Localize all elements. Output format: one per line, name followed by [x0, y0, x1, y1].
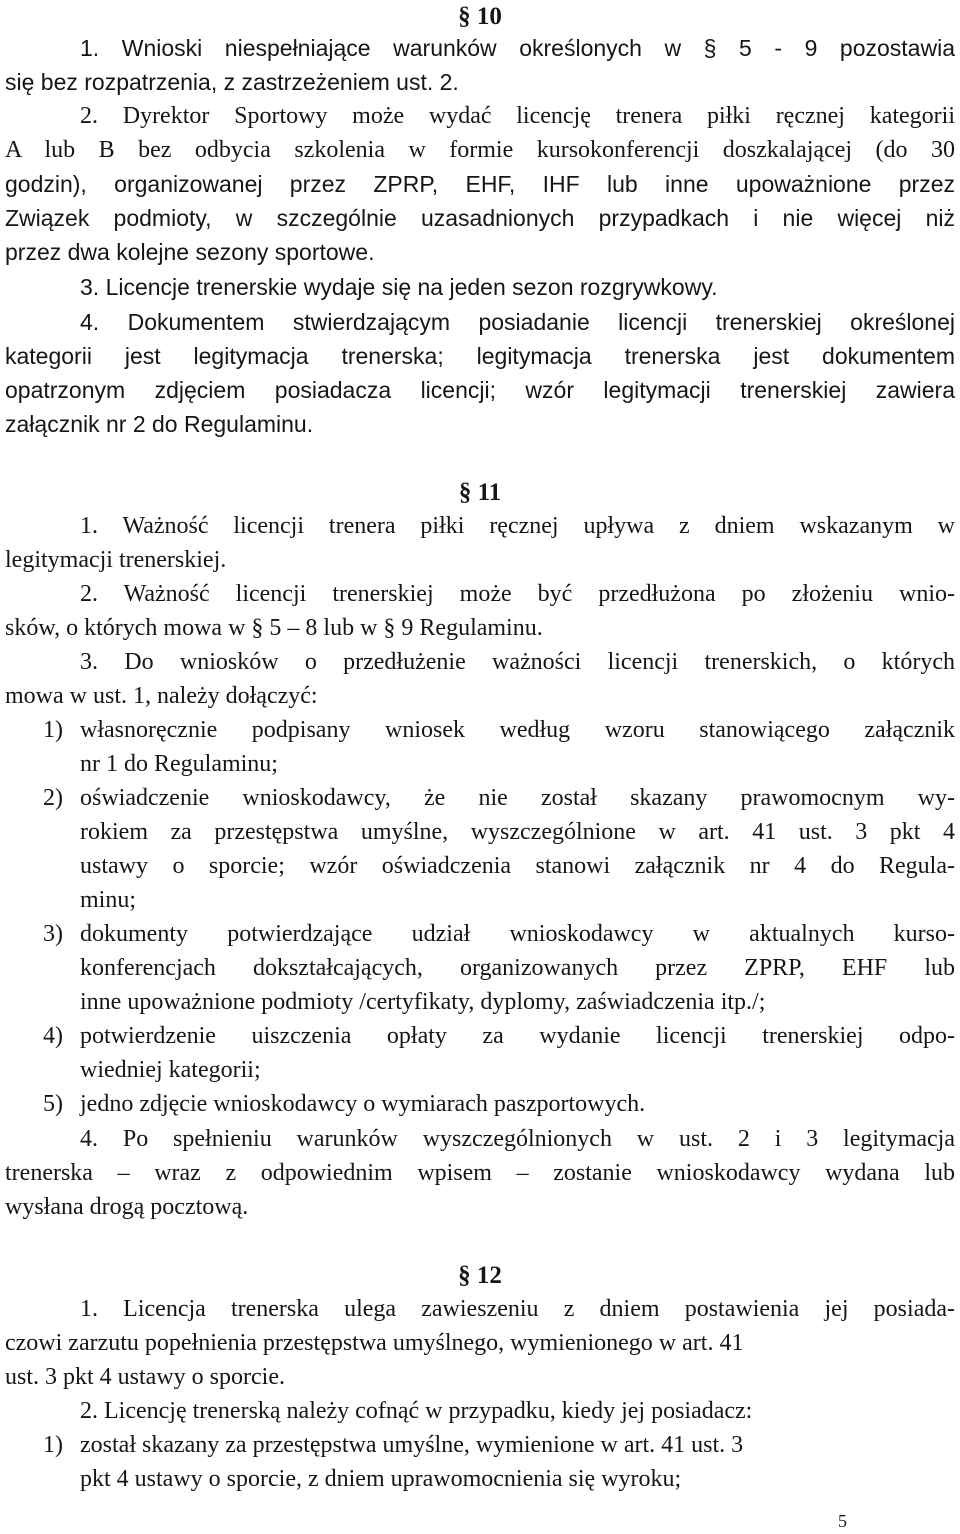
- paragraph-line: Związek podmioty, w szczególnie uzasadnionych przypadkach i nie więcej niż: [5, 205, 955, 231]
- paragraph-line: godzin), organizowanej przez ZPRP, EHF, IHF lub inne upoważnione przez: [5, 171, 955, 197]
- paragraph-line: 1. Licencja trenerska ulega zawieszeniu z dniem postawienia jej posiada-: [80, 1296, 955, 1322]
- paragraph-line: sków, o których mowa w § 5 – 8 lub w § 9 Regulaminu.: [5, 615, 543, 641]
- list-item-line: rokiem za przestępstwa umyślne, wyszczególnione w art. 41 ust. 3 pkt 4: [80, 819, 955, 845]
- list-item-line: potwierdzenie uiszczenia opłaty za wydanie licencji trenerskiej odpo-: [80, 1023, 955, 1049]
- list-item-number: 5): [43, 1091, 63, 1117]
- paragraph-line: A lub B bez odbycia szkolenia w formie kursokonferencji doszkalającej (do 30: [5, 137, 955, 163]
- list-item-line: jedno zdjęcie wnioskodawcy o wymiarach paszportowych.: [80, 1091, 646, 1117]
- paragraph-line: opatrzonym zdjęciem posiadacza licencji; wzór legitymacji trenerskiej zawiera: [5, 377, 955, 403]
- paragraph-line: załącznik nr 2 do Regulaminu.: [5, 411, 314, 437]
- paragraph-line: 3. Do wniosków o przedłużenie ważności licencji trenerskich, o których: [80, 649, 955, 675]
- list-item-number: 1): [43, 717, 63, 743]
- paragraph-line: wysłana drogą pocztową.: [5, 1194, 249, 1220]
- paragraph-line: 2. Ważność licencji trenerskiej może być przedłużona po złożeniu wnio-: [80, 581, 955, 607]
- section-heading-10: § 10: [458, 3, 502, 30]
- paragraph-line: ust. 3 pkt 4 ustawy o sporcie.: [5, 1364, 285, 1390]
- paragraph-line: legitymacji trenerskiej.: [5, 547, 227, 573]
- paragraph-line: przez dwa kolejne sezony sportowe.: [5, 239, 375, 265]
- page-number: 5: [838, 1511, 847, 1531]
- paragraph-line: 1. Wnioski niespełniające warunków określonych w § 5 - 9 pozostawia: [80, 35, 955, 61]
- paragraph-line: czowi zarzutu popełnienia przestępstwa umyślnego, wymienionego w art. 41: [5, 1330, 744, 1356]
- list-item-line: wiedniej kategorii;: [80, 1057, 261, 1083]
- list-item-number: 1): [43, 1432, 63, 1458]
- section-heading-12: § 12: [458, 1262, 502, 1289]
- section-heading-11: § 11: [458, 479, 502, 506]
- list-item-line: własnoręcznie podpisany wniosek według wzoru stanowiącego załącznik: [80, 717, 955, 743]
- paragraph-line: kategorii jest legitymacja trenerska; legitymacja trenerska jest dokumentem: [5, 343, 955, 369]
- list-item-number: 2): [43, 785, 63, 811]
- list-item-line: nr 1 do Regulaminu;: [80, 751, 278, 777]
- paragraph-line: 2. Licencję trenerską należy cofnąć w przypadku, kiedy jej posiadacz:: [80, 1398, 753, 1424]
- paragraph-line: trenerska – wraz z odpowiednim wpisem – zostanie wnioskodawcy wydana lub: [5, 1160, 955, 1186]
- list-item-line: pkt 4 ustawy o sporcie, z dniem uprawomocnienia się wyroku;: [80, 1466, 682, 1492]
- paragraph-line: 3. Licencje trenerskie wydaje się na jeden sezon rozgrywkowy.: [80, 274, 718, 300]
- list-item-line: inne upoważnione podmioty /certyfikaty, dyplomy, zaświadczenia itp./;: [80, 989, 766, 1015]
- paragraph-line: mowa w ust. 1, należy dołączyć:: [5, 683, 318, 709]
- list-item-line: ustawy o sporcie; wzór oświadczenia stanowi załącznik nr 4 do Regula-: [80, 853, 955, 879]
- list-item-line: został skazany za przestępstwa umyślne, wymienione w art. 41 ust. 3: [80, 1432, 744, 1458]
- list-item-line: oświadczenie wnioskodawcy, że nie został skazany prawomocnym wy-: [80, 785, 955, 811]
- paragraph-line: się bez rozpatrzenia, z zastrzeżeniem ust. 2.: [5, 69, 459, 95]
- list-item-number: 4): [43, 1023, 63, 1049]
- list-item-line: dokumenty potwierdzające udział wnioskodawcy w aktualnych kurso-: [80, 921, 955, 947]
- paragraph-line: 2. Dyrektor Sportowy może wydać licencję trenera piłki ręcznej kategorii: [80, 103, 955, 129]
- list-item-line: minu;: [80, 887, 137, 913]
- paragraph-line: 4. Po spełnieniu warunków wyszczególnionych w ust. 2 i 3 legitymacja: [80, 1126, 955, 1152]
- list-item-line: konferencjach dokształcających, organizowanych przez ZPRP, EHF lub: [80, 955, 955, 981]
- list-item-number: 3): [43, 921, 63, 947]
- paragraph-line: 4. Dokumentem stwierdzającym posiadanie licencji trenerskiej określonej: [80, 309, 955, 335]
- paragraph-line: 1. Ważność licencji trenera piłki ręcznej upływa z dniem wskazanym w: [80, 513, 955, 539]
